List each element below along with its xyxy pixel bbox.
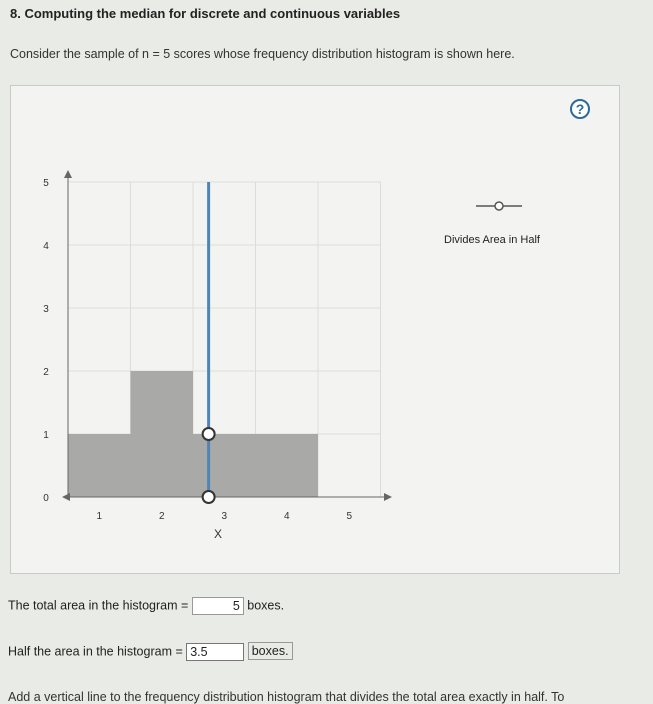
- histogram-bar: [193, 434, 256, 497]
- question-mark-icon: ?: [575, 101, 585, 117]
- divider-handle: [203, 491, 215, 503]
- instructions-text: Add a vertical line to the frequency distribution histogram that divides the total area exactly in half. To: [8, 690, 565, 704]
- x-axis-label: X: [213, 527, 223, 541]
- y-tick-label: 4: [43, 241, 49, 252]
- y-tick-label: 2: [43, 367, 49, 378]
- total-area-label: The total area in the histogram =: [8, 598, 189, 613]
- histogram-bar: [68, 434, 131, 497]
- y-tick-label: 0: [43, 493, 49, 504]
- problem-title: 8. Computing the median for discrete and continuous variables: [10, 6, 401, 21]
- histogram-bar: [256, 434, 319, 497]
- divider-tool-label: Divides Area in Half: [444, 234, 540, 246]
- x-tick-label: 2: [158, 511, 165, 522]
- histogram-bar: [131, 371, 194, 497]
- x-tick-label: 1: [96, 511, 103, 522]
- histogram-bars: [68, 371, 318, 497]
- y-axis-arrow-icon: [64, 170, 72, 178]
- problem-intro: Consider the sample of n = 5 scores whose frequency distribution histogram is shown here.: [10, 47, 515, 61]
- half-area-unit: boxes.: [248, 642, 293, 660]
- total-area-input[interactable]: 5: [192, 597, 244, 615]
- x-axis-arrow-icon: [384, 493, 392, 501]
- y-tick-label: 5: [43, 178, 49, 189]
- y-tick-label: 3: [43, 304, 49, 315]
- half-area-label: Half the area in the histogram =: [8, 644, 183, 659]
- x-tick-label: 3: [221, 511, 228, 522]
- x-axis-left-arrow-icon: [62, 493, 70, 501]
- y-tick-label: 1: [43, 430, 49, 441]
- total-area-row: [8, 597, 284, 615]
- x-tick-label: 5: [346, 511, 353, 522]
- total-area-unit: boxes.: [247, 598, 285, 613]
- half-area-input[interactable]: 3.5: [186, 643, 244, 661]
- divider-handle: [203, 428, 215, 440]
- x-tick-label: 4: [283, 511, 290, 522]
- half-area-row: [8, 643, 293, 661]
